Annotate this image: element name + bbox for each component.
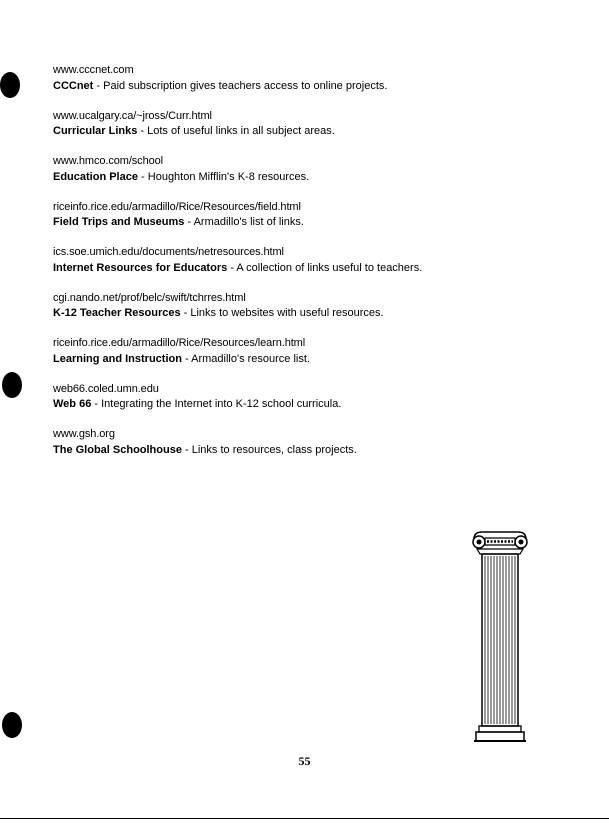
resource-description: - Links to websites with useful resources. bbox=[180, 307, 384, 319]
resource-url: web66.coled.umn.edu bbox=[53, 382, 159, 395]
resource-description: - Armadillo's resource list. bbox=[181, 352, 310, 365]
resource-url: www.ucalgary.ca/~jross/Curr.html bbox=[53, 109, 212, 122]
resource-url: www.gsh.org bbox=[53, 428, 115, 440]
list-item bbox=[53, 245, 573, 276]
resource-title: K-12 Teacher Resources bbox=[53, 307, 181, 319]
resource-description: - Lots of useful links in all subject areas. bbox=[137, 125, 335, 137]
resource-title: The Global Schoolhouse bbox=[53, 443, 182, 456]
list-item bbox=[53, 291, 573, 322]
resource-title: Education Place bbox=[53, 170, 138, 183]
list-item bbox=[53, 109, 573, 140]
punch-hole-middle bbox=[2, 372, 22, 398]
resource-url: ics.soe.umich.edu/documents/netresources.html bbox=[53, 246, 284, 258]
resource-description: - Paid subscription gives teachers access to online projects. bbox=[93, 79, 388, 92]
page-number: 55 bbox=[298, 754, 311, 768]
resource-description: - Integrating the Internet into K-12 school curricula. bbox=[91, 398, 342, 410]
list-item bbox=[53, 382, 573, 413]
ionic-column-illustration bbox=[468, 526, 532, 750]
resource-description: - A collection of links useful to teachers. bbox=[227, 261, 423, 274]
list-item bbox=[53, 427, 573, 458]
resource-description: - Armadillo's list of links. bbox=[184, 216, 304, 228]
punch-hole-bottom bbox=[2, 712, 22, 738]
resource-title: Curricular Links bbox=[53, 125, 138, 137]
resource-title: CCCnet bbox=[53, 79, 94, 92]
resource-description: - Houghton Mifflin's K-8 resources. bbox=[137, 170, 310, 183]
list-item bbox=[53, 63, 573, 94]
resource-url: www.hmco.com/school bbox=[53, 155, 163, 167]
resource-url: riceinfo.rice.edu/armadillo/Rice/Resources/field.html bbox=[53, 200, 301, 213]
resource-url: cgi.nando.net/prof/belc/swift/tchrres.html bbox=[53, 291, 246, 304]
bottom-rule bbox=[0, 818, 609, 819]
list-item bbox=[53, 336, 573, 367]
resource-title: Web 66 bbox=[53, 398, 92, 410]
resource-title: Field Trips and Museums bbox=[53, 216, 185, 228]
resource-description: - Links to resources, class projects. bbox=[181, 443, 357, 456]
list-item bbox=[53, 154, 573, 185]
punch-hole-top bbox=[0, 72, 20, 98]
resource-title: Internet Resources for Educators bbox=[53, 261, 228, 274]
resource-list bbox=[53, 63, 573, 473]
resource-url: www.cccnet.com bbox=[53, 64, 134, 76]
resource-title: Learning and Instruction bbox=[53, 352, 182, 365]
resource-url: riceinfo.rice.edu/armadillo/Rice/Resources/learn.html bbox=[53, 337, 306, 349]
list-item bbox=[53, 200, 573, 231]
